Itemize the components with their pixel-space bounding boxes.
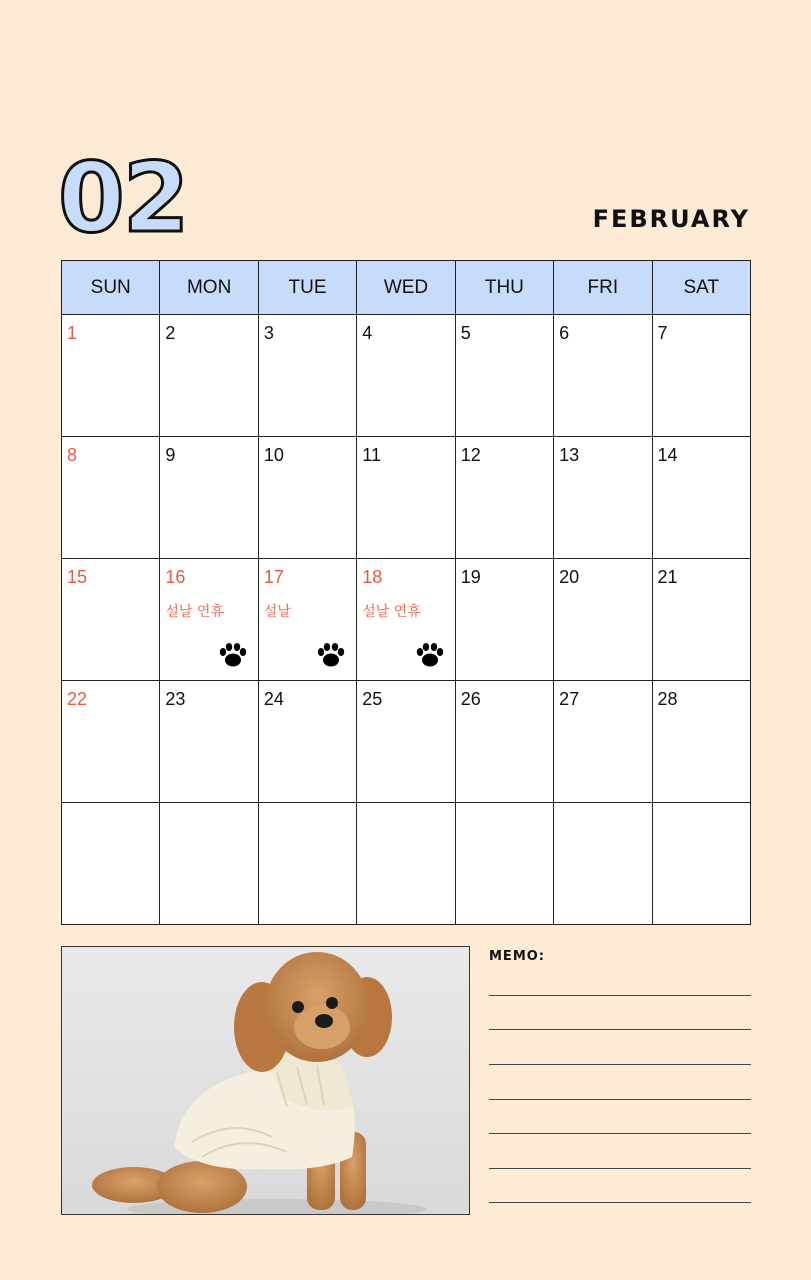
day-number: 6	[559, 323, 570, 343]
weekday-header-row	[62, 261, 751, 315]
day-number: 13	[559, 445, 580, 465]
calendar-day-cell[interactable]	[160, 681, 258, 803]
day-number: 1	[67, 323, 78, 343]
day-number: 18	[362, 567, 383, 587]
calendar-day-cell[interactable]	[455, 315, 553, 437]
calendar-day-cell[interactable]	[160, 559, 258, 681]
memo-line[interactable]	[489, 1168, 751, 1169]
calendar-day-cell[interactable]	[62, 559, 160, 681]
calendar-day-cell[interactable]	[554, 559, 652, 681]
calendar-day-cell[interactable]	[258, 681, 356, 803]
calendar-day-cell[interactable]	[258, 803, 356, 925]
calendar-day-cell[interactable]	[62, 437, 160, 559]
month-number: 02	[58, 142, 188, 254]
day-number: 25	[362, 689, 383, 709]
calendar-day-cell[interactable]	[357, 315, 455, 437]
day-number: 27	[559, 689, 580, 709]
calendar-day-cell[interactable]	[455, 803, 553, 925]
weekday-tue: TUE	[258, 261, 356, 315]
memo-line[interactable]	[489, 995, 751, 996]
holiday-label: 설날 연휴	[362, 604, 421, 620]
dog-photo	[61, 946, 470, 1215]
calendar-day-cell[interactable]	[652, 803, 750, 925]
day-number: 3	[263, 323, 274, 343]
day-number: 14	[657, 445, 678, 465]
day-number: 2	[165, 323, 176, 343]
calendar-day-cell[interactable]	[160, 437, 258, 559]
calendar-day-cell[interactable]	[554, 315, 652, 437]
day-number: 10	[263, 445, 284, 465]
day-number: 9	[165, 445, 176, 465]
weekday-mon: MON	[160, 261, 258, 315]
memo-line[interactable]	[489, 1029, 751, 1030]
calendar-week-row	[62, 559, 751, 681]
holiday-label: 설날	[263, 604, 291, 620]
calendar-day-cell[interactable]	[160, 803, 258, 925]
calendar-week-row	[62, 681, 751, 803]
day-number: 5	[460, 323, 471, 343]
calendar-day-cell[interactable]	[160, 315, 258, 437]
memo-line[interactable]	[489, 1064, 751, 1065]
weekday-sun: SUN	[62, 261, 160, 315]
day-number: 4	[362, 323, 373, 343]
calendar-week-row	[62, 803, 751, 925]
calendar-day-cell[interactable]	[455, 681, 553, 803]
calendar-day-cell[interactable]	[652, 315, 750, 437]
calendar-day-cell[interactable]	[455, 437, 553, 559]
calendar-day-cell[interactable]	[357, 681, 455, 803]
calendar-day-cell[interactable]	[62, 315, 160, 437]
day-number: 19	[460, 567, 481, 587]
day-number: 20	[559, 567, 580, 587]
day-number: 15	[67, 567, 88, 587]
month-name: FEBRUARY	[592, 205, 750, 233]
memo-line[interactable]	[489, 1202, 751, 1203]
calendar-day-cell[interactable]	[554, 437, 652, 559]
calendar-day-cell[interactable]	[554, 681, 652, 803]
calendar-day-cell[interactable]	[652, 437, 750, 559]
day-number: 23	[165, 689, 186, 709]
calendar-day-cell[interactable]	[62, 803, 160, 925]
calendar-week-row	[62, 437, 751, 559]
calendar-day-cell[interactable]	[652, 681, 750, 803]
paw-icon	[316, 642, 346, 668]
calendar-day-cell[interactable]	[357, 803, 455, 925]
weekday-wed: WED	[357, 261, 455, 315]
day-number: 24	[263, 689, 284, 709]
holiday-label: 설날 연휴	[165, 604, 224, 620]
day-number: 26	[460, 689, 481, 709]
calendar-grid	[61, 260, 751, 925]
calendar-day-cell[interactable]	[554, 803, 652, 925]
memo-line[interactable]	[489, 1099, 751, 1100]
calendar-day-cell[interactable]	[357, 437, 455, 559]
paw-icon	[415, 642, 445, 668]
day-number: 28	[657, 689, 678, 709]
weekday-thu: THU	[455, 261, 553, 315]
calendar-week-row	[62, 315, 751, 437]
calendar-day-cell[interactable]	[357, 559, 455, 681]
day-number: 21	[657, 567, 678, 587]
day-number: 8	[67, 445, 78, 465]
calendar-day-cell[interactable]	[652, 559, 750, 681]
day-number: 12	[460, 445, 481, 465]
day-number: 17	[263, 567, 284, 587]
day-number: 7	[657, 323, 668, 343]
memo-line[interactable]	[489, 1133, 751, 1134]
calendar-day-cell[interactable]	[258, 559, 356, 681]
calendar-day-cell[interactable]	[258, 315, 356, 437]
calendar-day-cell[interactable]	[258, 437, 356, 559]
weekday-sat: SAT	[652, 261, 750, 315]
day-number: 16	[165, 567, 186, 587]
paw-icon	[218, 642, 248, 668]
weekday-fri: FRI	[554, 261, 652, 315]
calendar-day-cell[interactable]	[62, 681, 160, 803]
calendar-day-cell[interactable]	[455, 559, 553, 681]
day-number: 22	[67, 689, 88, 709]
day-number: 11	[362, 445, 381, 465]
memo-label: MEMO:	[489, 949, 546, 964]
